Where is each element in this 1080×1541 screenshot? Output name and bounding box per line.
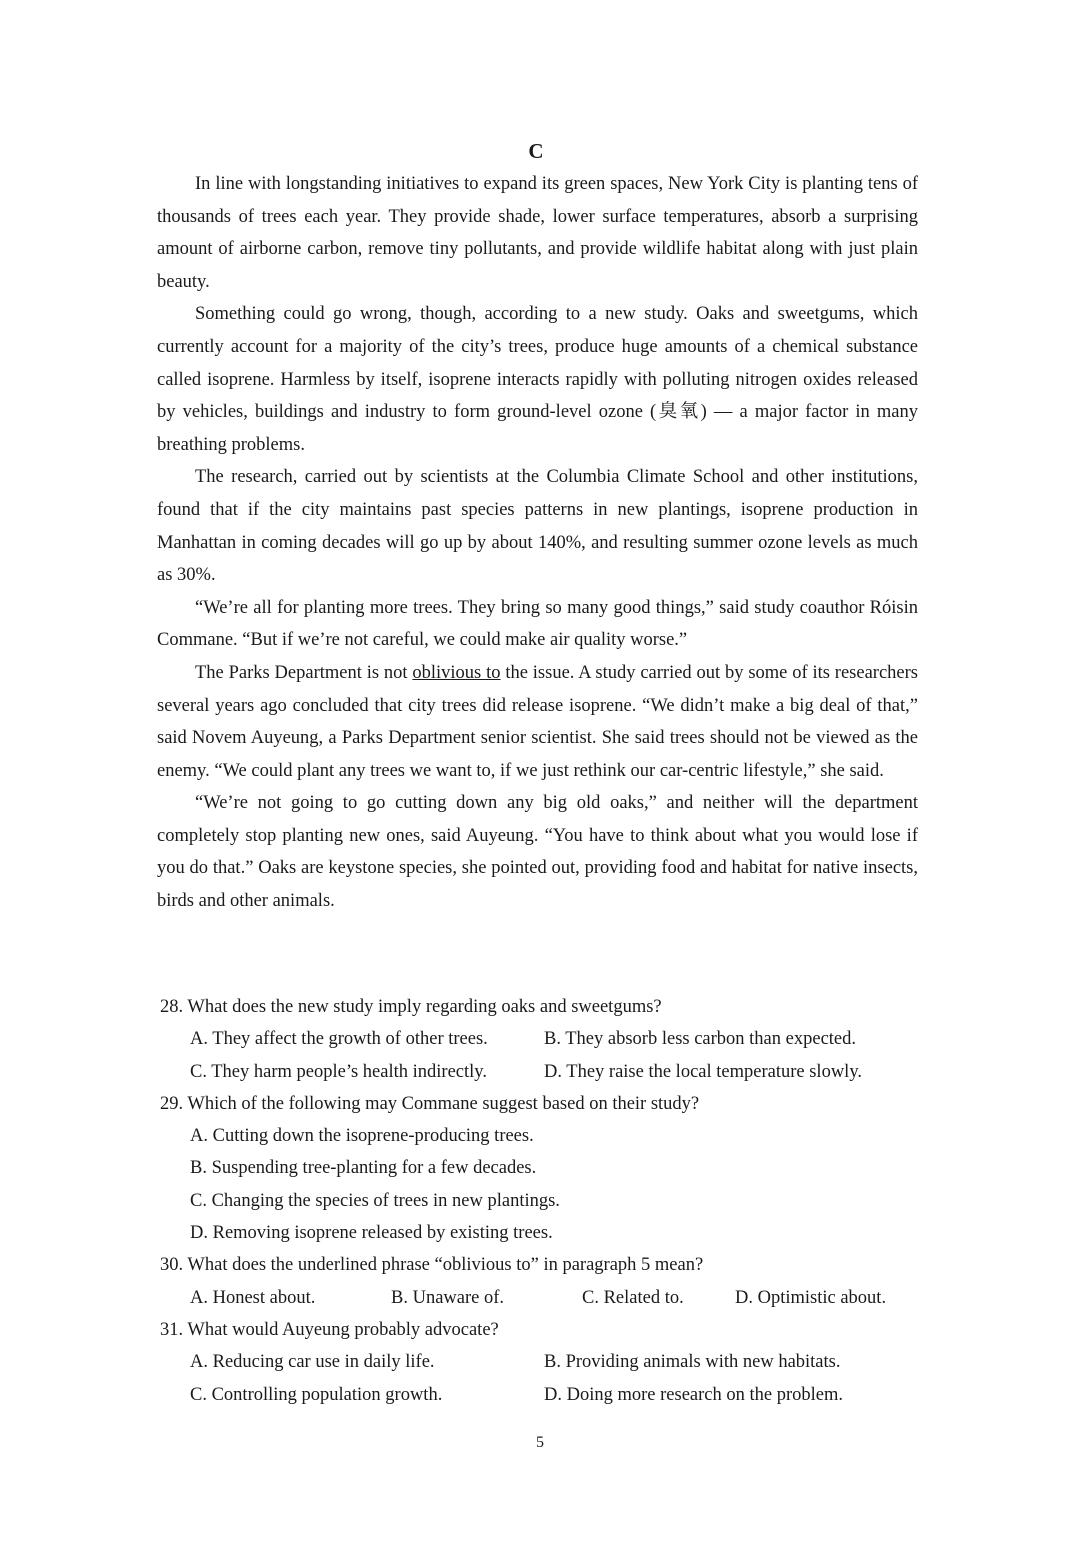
section-heading: C: [528, 139, 544, 163]
question-29-option-d: D. Removing isoprene released by existing trees.: [190, 1223, 553, 1244]
question-29-option-b: B. Suspending tree-planting for a few decades.: [190, 1158, 537, 1179]
passage-paragraph-6: “We’re not going to go cutting down any big old oaks,” and neither will the department completely stop planting new ones, said Auyeung. “You have to think about what you would lose if you do that.” Oaks are keystone species, she pointed out, providing food and habitat for native insects, birds and other animals.: [157, 793, 918, 912]
paragraph-5-text-before: The Parks Department is not: [195, 662, 413, 683]
passage-paragraph-1: In line with longstanding initiatives to expand its green spaces, New York City is planting tens of thousands of trees each year. They provide shade, lower surface temperatures, absorb a surprising amount of airborne carbon, remove tiny pollutants, and provide wildlife habitat along with just plain beauty.: [157, 174, 918, 292]
question-30-option-c: C. Related to.: [582, 1287, 684, 1308]
question-31-options-row-2: [160, 1379, 920, 1411]
question-28-stem: 28. What does the new study imply regarding oaks and sweetgums?: [160, 997, 662, 1017]
question-28-option-b: B. They absorb less carbon than expected.: [544, 1029, 857, 1050]
question-30-option-b: B. Unaware of.: [391, 1287, 505, 1308]
question-31-option-b: B. Providing animals with new habitats.: [544, 1352, 841, 1373]
passage-paragraph-5: [157, 657, 918, 787]
passage-paragraph-4: “We’re all for planting more trees. They bring so many good things,” said study coauthor Róisin Commane. “But if we’re not careful, we could make air quality worse.”: [157, 597, 918, 651]
page-number: 5: [536, 1434, 544, 1451]
paragraph-5-text-after: the issue. A study carried out by some of its researchers several years ago concluded that city trees did release isoprene. “We didn’t make a big deal of that,” said Novem Auyeung, a Parks Department senior scientist. She said trees should not be viewed as the enemy. “We could plant any trees we want to, if we just rethink our car-centric lifestyle,” she said.: [157, 662, 918, 781]
question-29-option-a: A. Cutting down the isoprene-producing trees.: [190, 1126, 534, 1147]
question-30-stem: 30. What does the underlined phrase “oblivious to” in paragraph 5 mean?: [160, 1255, 704, 1276]
question-31-options-row-1: [160, 1346, 920, 1378]
question-28-option-a: A. They affect the growth of other trees.: [190, 1029, 488, 1050]
question-31-option-c: C. Controlling population growth.: [190, 1384, 443, 1405]
question-30-option-a: A. Honest about.: [190, 1287, 316, 1308]
passage-paragraph-2: Something could go wrong, though, according to a new study. Oaks and sweetgums, which currently account for a majority of the city’s trees, produce huge amounts of a chemical substance called isoprene. Harmless by itself, isoprene interacts rapidly with polluting nitrogen oxides released by vehicles, buildings and industry to form ground-level ozone (臭氧) — a major factor in many breathing problems.: [157, 304, 918, 455]
reading-passage: [157, 168, 918, 918]
underlined-phrase: oblivious to: [412, 662, 501, 683]
question-28-option-d: D. They raise the local temperature slowly.: [544, 1061, 862, 1082]
question-28-option-c: C. They harm people’s health indirectly.: [190, 1061, 487, 1082]
question-28-options-row-1: [160, 1023, 920, 1055]
question-31-option-d: D. Doing more research on the problem.: [544, 1384, 843, 1405]
question-29-option-c: C. Changing the species of trees in new plantings.: [190, 1190, 560, 1211]
question-31-option-a: A. Reducing car use in daily life.: [190, 1352, 435, 1373]
question-29-stem: 29. Which of the following may Commane suggest based on their study?: [160, 1093, 700, 1114]
question-30-options-row: [160, 1282, 920, 1314]
question-30-option-d: D. Optimistic about.: [735, 1287, 887, 1308]
passage-paragraph-3: The research, carried out by scientists at the Columbia Climate School and other institutions, found that if the city maintains past species patterns in new plantings, isoprene production in Manhattan in coming decades will go up by about 140%, and resulting summer ozone levels as much as 30%.: [157, 467, 918, 586]
question-list: [160, 991, 920, 1411]
question-31-stem: 31. What would Auyeung probably advocate?: [160, 1319, 499, 1340]
question-28-options-row-2: [160, 1056, 920, 1088]
